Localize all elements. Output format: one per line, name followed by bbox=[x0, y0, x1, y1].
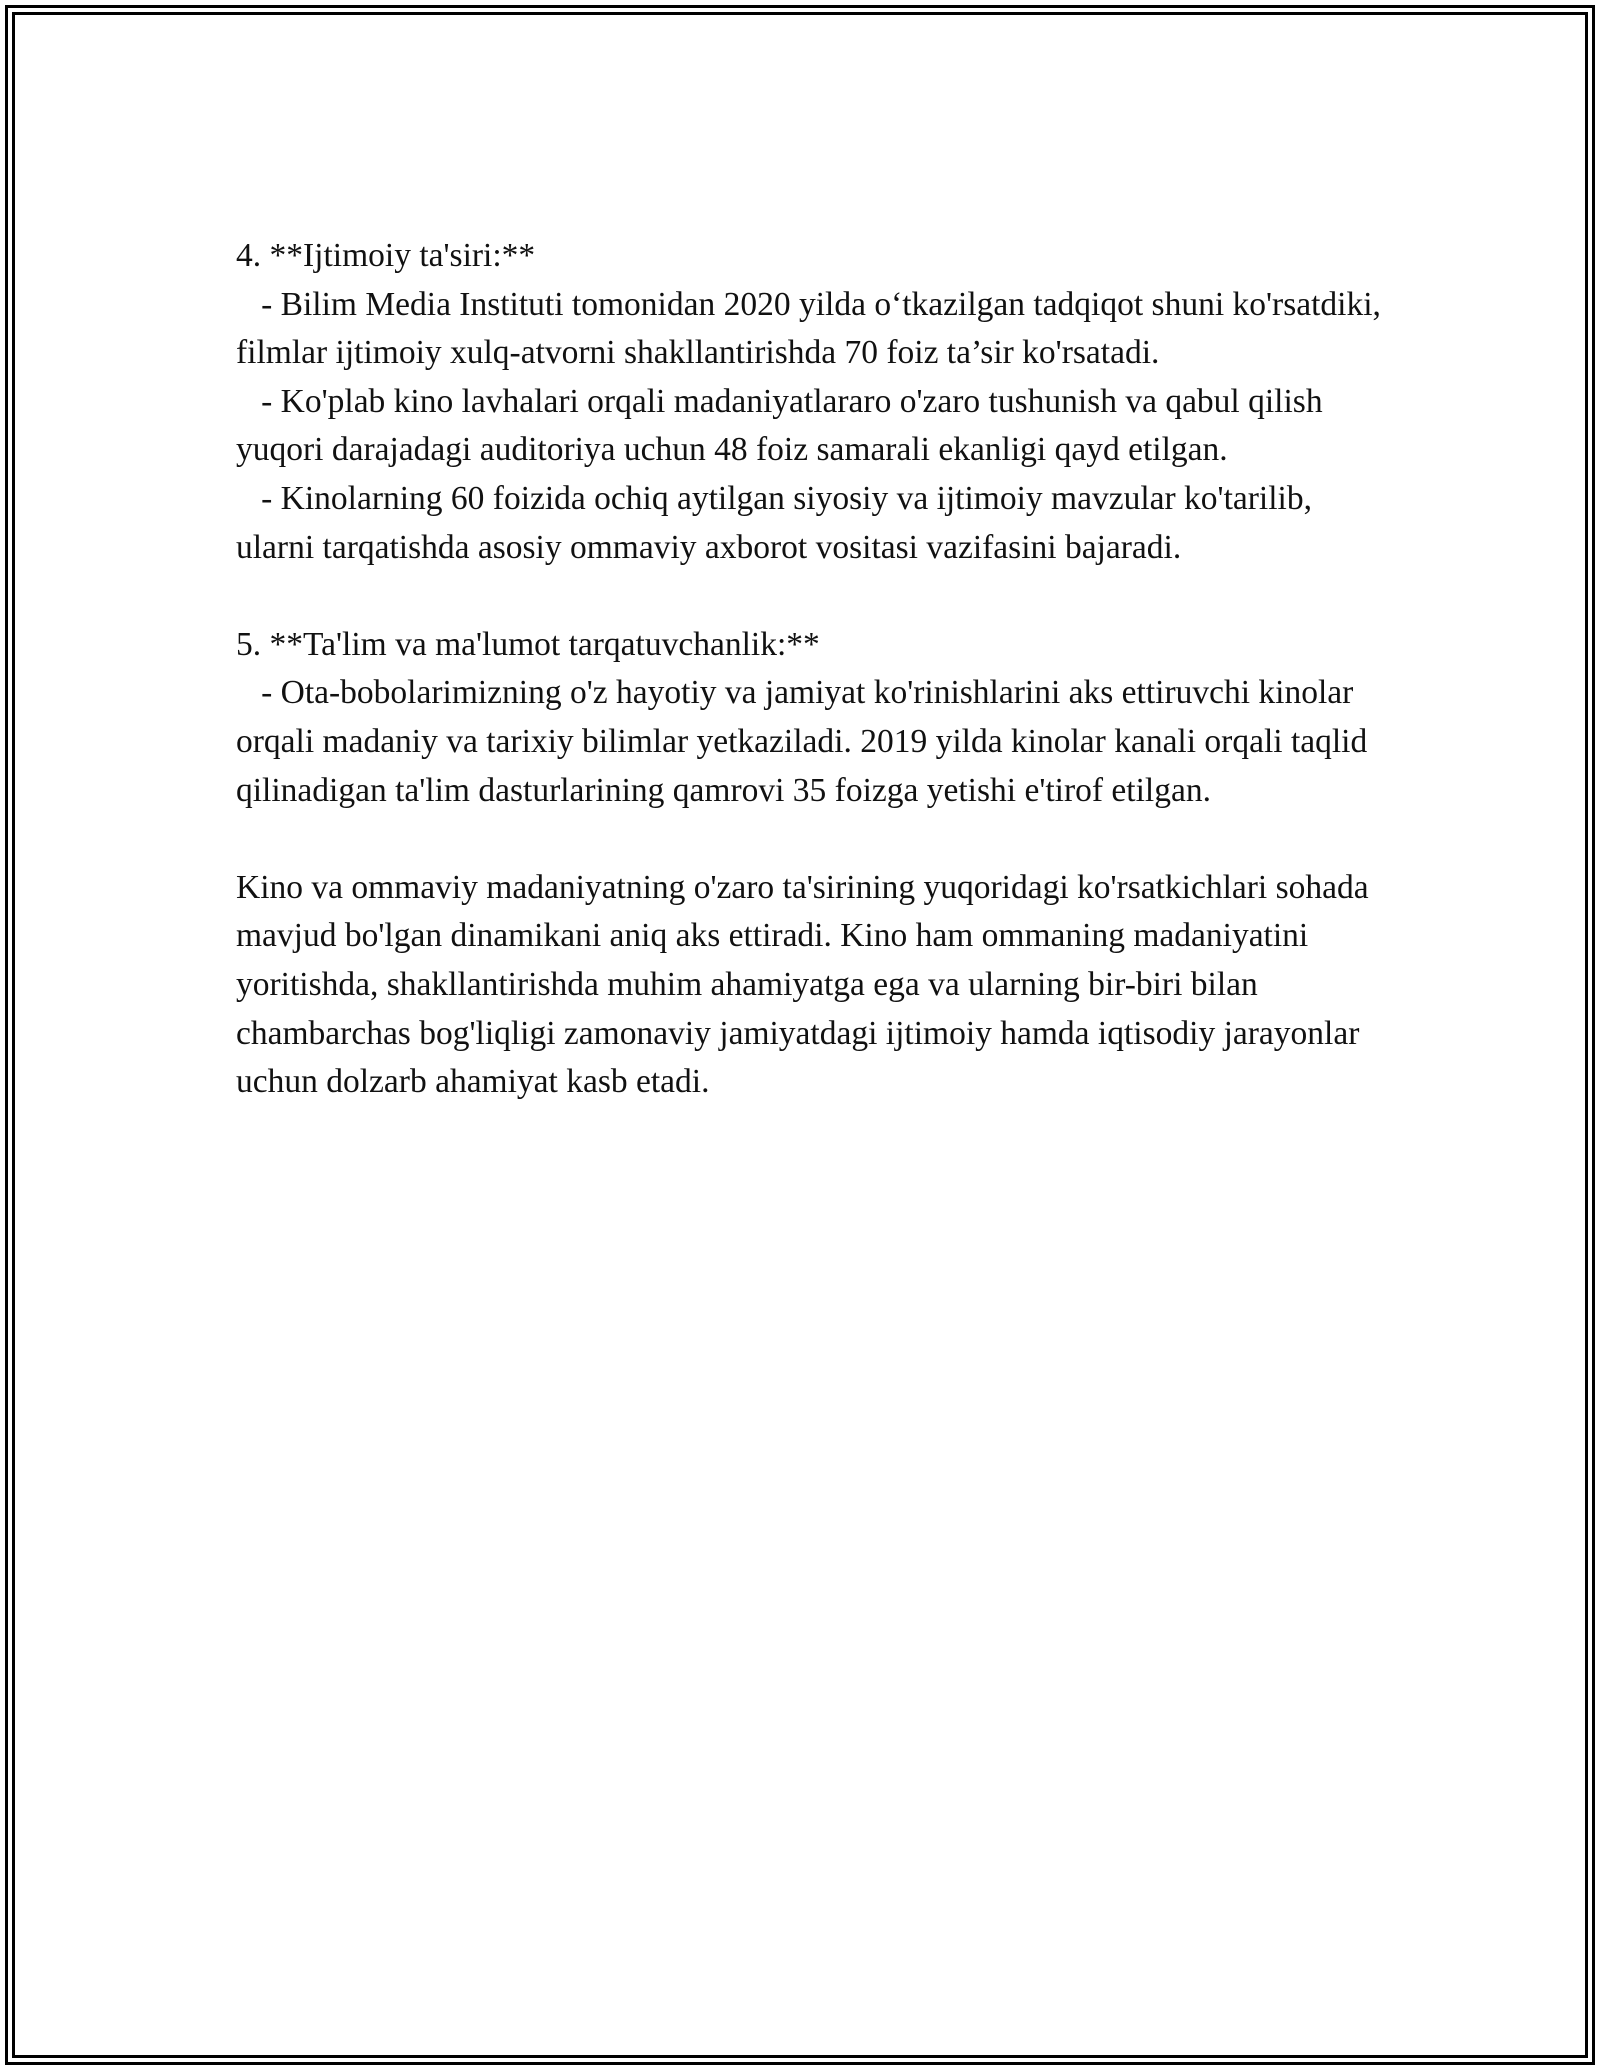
section-5-bullet-1: - Ota-bobolarimizning o'z hayotiy va jamiyat ko'rinishlarini aks ettiruvchi kinolar orqali madaniy va tarixiy bilimlar yetkaziladi. 2019 yilda kinolar kanali orqali taqlid qilinadigan ta'lim dasturlarining qamrovi 35 foizga yetishi e'tirof etilgan. bbox=[236, 674, 1376, 809]
section-4-bullet-1: - Bilim Media Instituti tomonidan 2020 yilda o‘tkazilgan tadqiqot shuni ko'rsatdiki, filmlar ijtimoiy xulq-atvorni shakllantirishda 70 foiz ta’sir ko'rsatadi. bbox=[236, 285, 1390, 372]
paragraph-spacer bbox=[236, 572, 1386, 621]
section-4-bullet-2: - Ko'plab kino lavhalari orqali madaniyatlararo o'zaro tushunish va qabul qilish yuqori darajadagi auditoriya uchun 48 foiz samarali ekanligi qayd etilgan. bbox=[236, 382, 1331, 469]
section-5-heading: 5. **Ta'lim va ma'lumot tarqatuvchanlik:** bbox=[236, 625, 820, 663]
paragraph-spacer bbox=[236, 815, 1386, 864]
conclusion-paragraph: Kino va ommaviy madaniyatning o'zaro ta'sirining yuqoridagi ko'rsatkichlari sohada mavjud bo'lgan dinamikani aniq aks ettiradi. Kino ham ommaning madaniyatini yoritishda, shakllantirishda muhim ahamiyatga ega va ularning bir-biri bilan chambarchas bog'liqligi zamonaviy jamiyatdagi ijtimoiy hamda iqtisodiy jarayonlar uchun dolzarb ahamiyat kasb etadi. bbox=[236, 868, 1378, 1101]
document-body bbox=[236, 232, 1390, 1107]
section-4-bullet-3: - Kinolarning 60 foizida ochiq aytilgan siyosiy va ijtimoiy mavzular ko'tarilib, ularni tarqatishda asosiy ommaviy axborot vositasi vazifasini bajaradi. bbox=[236, 479, 1321, 566]
section-4-heading: 4. **Ijtimoiy ta'siri:** bbox=[236, 237, 536, 274]
